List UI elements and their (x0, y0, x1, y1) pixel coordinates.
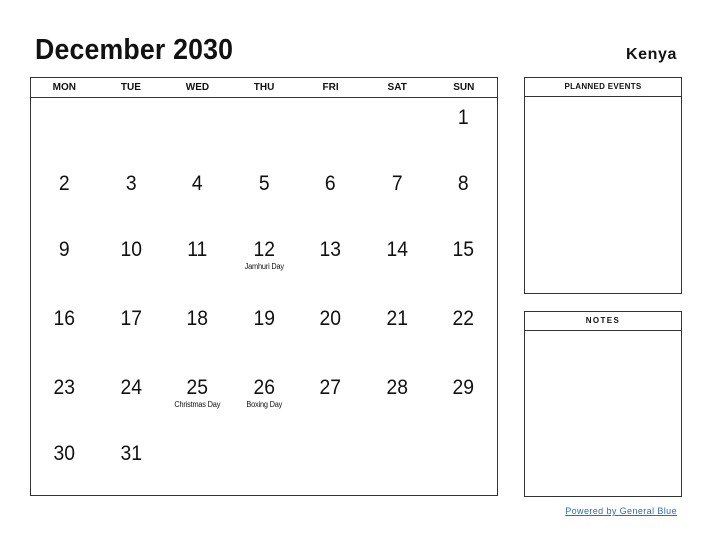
day-number: 24 (120, 376, 142, 399)
day-number: 20 (319, 307, 342, 330)
day-number: 10 (120, 238, 142, 261)
day-number (367, 98, 428, 106)
day-number: 14 (386, 238, 408, 261)
day-cell (364, 98, 431, 164)
day-number (167, 434, 228, 442)
day-number: 27 (319, 376, 342, 399)
day-number: 15 (452, 238, 475, 261)
day-number (233, 98, 294, 106)
day-cell (231, 230, 298, 299)
day-number: 21 (386, 307, 408, 330)
day-cell (430, 434, 497, 500)
day-number: 5 (258, 172, 270, 195)
day-cell (164, 230, 231, 299)
day-cell (231, 368, 298, 434)
weekday-tue: TUE (120, 82, 141, 93)
day-cell (364, 230, 431, 299)
day-cell (31, 98, 98, 164)
weekday-fri: FRI (322, 82, 339, 93)
day-cell (364, 368, 431, 434)
day-number: 13 (319, 238, 342, 261)
day-cell (231, 434, 298, 500)
day-cell (98, 434, 165, 500)
day-cell (297, 164, 364, 230)
day-cell (231, 98, 298, 164)
day-number (300, 98, 361, 106)
day-cell (98, 368, 165, 434)
day-cell (430, 299, 497, 368)
day-number: 9 (58, 238, 70, 261)
day-number: 12 (253, 238, 275, 261)
day-number: 1 (458, 106, 470, 129)
day-number: 8 (458, 172, 470, 195)
day-cell (297, 434, 364, 500)
day-cell (98, 98, 165, 164)
day-cell (430, 230, 497, 299)
day-number: 22 (452, 307, 475, 330)
day-cell (31, 434, 98, 500)
day-number (367, 434, 428, 442)
day-cell (430, 368, 497, 434)
day-cell (164, 434, 231, 500)
holiday-label: Boxing Day (246, 400, 282, 409)
day-number (34, 98, 95, 106)
weekday-sat: SAT (387, 82, 407, 93)
day-number: 17 (120, 307, 142, 330)
day-number: 3 (125, 172, 137, 195)
day-number: 19 (253, 307, 275, 330)
weekday-wed: WED (185, 82, 210, 93)
day-cell (297, 299, 364, 368)
day-number: 29 (452, 376, 475, 399)
day-number (433, 434, 494, 442)
day-cell (164, 368, 231, 434)
day-number: 31 (120, 442, 142, 465)
day-number: 30 (53, 442, 76, 465)
day-cell (98, 230, 165, 299)
day-cell (430, 98, 497, 164)
day-cell (297, 368, 364, 434)
weekday-thu: THU (253, 82, 275, 93)
day-number (300, 434, 361, 442)
day-cell (98, 299, 165, 368)
day-cell (164, 98, 231, 164)
holiday-label: Jamhuri Day (244, 262, 284, 271)
calendar-grid (30, 77, 498, 496)
day-number (100, 98, 161, 106)
day-cell (430, 164, 497, 230)
day-cell (364, 434, 431, 500)
day-cell (231, 164, 298, 230)
day-number: 16 (53, 307, 76, 330)
day-number (233, 434, 294, 442)
day-cell (164, 299, 231, 368)
notes-heading: NOTES (525, 312, 681, 331)
day-number: 6 (325, 172, 336, 195)
day-number: 25 (186, 376, 209, 399)
planned-events-panel (524, 77, 682, 294)
day-cell (31, 164, 98, 230)
day-number: 2 (58, 172, 70, 195)
day-number: 26 (253, 376, 275, 399)
day-number: 11 (187, 238, 208, 261)
day-cell (31, 299, 98, 368)
holiday-label: Christmas Day (174, 400, 221, 409)
page-title: December 2030 (35, 34, 234, 66)
calendar-days (31, 98, 497, 500)
planned-events-heading: PLANNED EVENTS (525, 78, 681, 97)
notes-panel (524, 311, 682, 497)
day-number: 18 (186, 307, 209, 330)
day-number: 28 (386, 376, 408, 399)
day-cell (98, 164, 165, 230)
day-cell (231, 299, 298, 368)
powered-by-link[interactable]: Powered by General Blue (565, 506, 677, 516)
day-number: 7 (391, 172, 403, 195)
day-cell (297, 98, 364, 164)
country-label: Kenya (625, 46, 677, 63)
day-cell (364, 164, 431, 230)
day-number: 23 (53, 376, 76, 399)
day-number: 4 (192, 172, 203, 195)
weekday-mon: MON (52, 82, 76, 93)
weekday-header (31, 78, 497, 98)
day-cell (364, 299, 431, 368)
day-cell (164, 164, 231, 230)
day-cell (31, 230, 98, 299)
weekday-sun: SUN (453, 82, 475, 93)
day-cell (31, 368, 98, 434)
day-cell (297, 230, 364, 299)
day-number (167, 98, 228, 106)
